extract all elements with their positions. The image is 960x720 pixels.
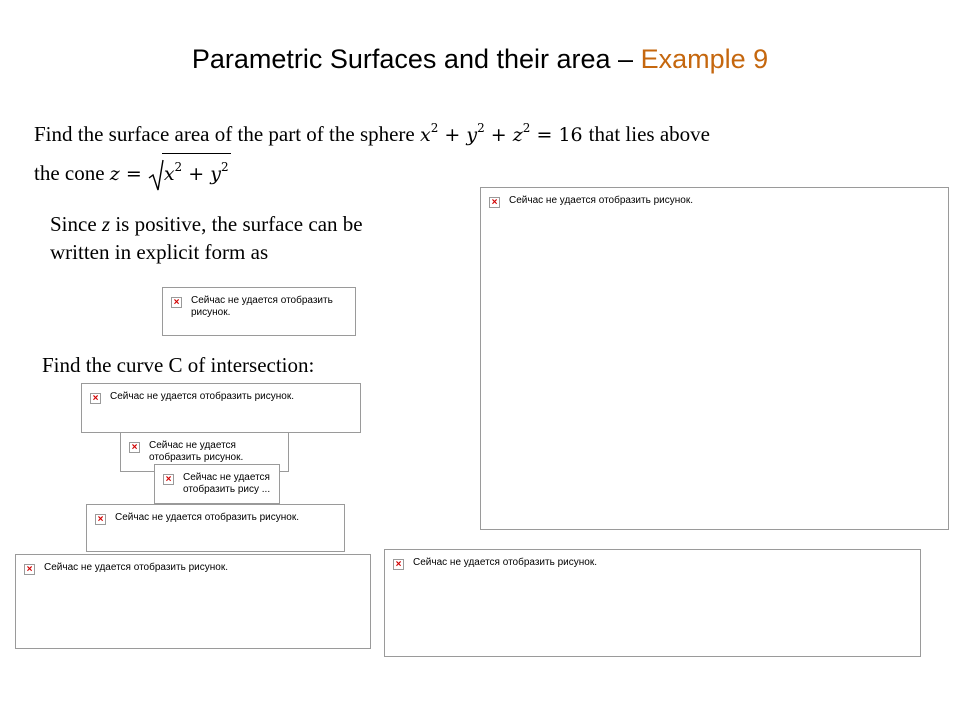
image-placeholder-bottom-left: × Сейчас не удается отобразить рисунок. <box>15 554 371 649</box>
broken-image-icon: × <box>489 197 500 208</box>
title-accent: Example 9 <box>640 44 769 74</box>
broken-image-icon: × <box>163 474 174 485</box>
image-placeholder-explicit-form: × Сейчас не удается отобразить рисунок. <box>162 287 356 336</box>
broken-image-icon: × <box>393 559 404 570</box>
intersection-text: Find the curve C of intersection: <box>42 353 315 377</box>
image-placeholder-curve-1: × Сейчас не удается отобразить рисунок. <box>81 383 361 433</box>
title-main: Parametric Surfaces and their area – <box>191 44 641 74</box>
image-placeholder-curve-3: × Сейчас не удается отобразить рису ... <box>154 464 280 504</box>
broken-image-icon: × <box>95 514 106 525</box>
broken-image-icon: × <box>129 442 140 453</box>
broken-image-icon: × <box>24 564 35 575</box>
cone-equation: $z = x^2 + y^2$ <box>110 163 231 185</box>
problem-line-1: Find the surface area of the part of the sphere $x^2 + y^2 + z^2 = 16$ that lies above <box>34 121 710 146</box>
image-placeholder-curve-4: × Сейчас не удается отобразить рисунок. <box>86 504 345 552</box>
broken-image-icon: × <box>171 297 182 308</box>
problem-line-2: the cone $z = x^2 + y^2$ <box>34 153 934 193</box>
explicit-form-text: Since z is positive, the surface can be written in explicit form as <box>50 212 363 264</box>
image-placeholder-curve-2: × Сейчас не удается отобразить рисунок. <box>120 432 289 472</box>
problem-statement <box>34 110 934 193</box>
image-placeholder-bottom-right: × Сейчас не удается отобразить рисунок. <box>384 549 921 657</box>
slide-title <box>0 44 960 75</box>
broken-image-icon: × <box>90 393 101 404</box>
sphere-equation: $x^2 + y^2 + z^2 = 16$ <box>420 121 583 146</box>
image-placeholder-large: × Сейчас не удается отобразить рисунок. <box>480 187 949 530</box>
